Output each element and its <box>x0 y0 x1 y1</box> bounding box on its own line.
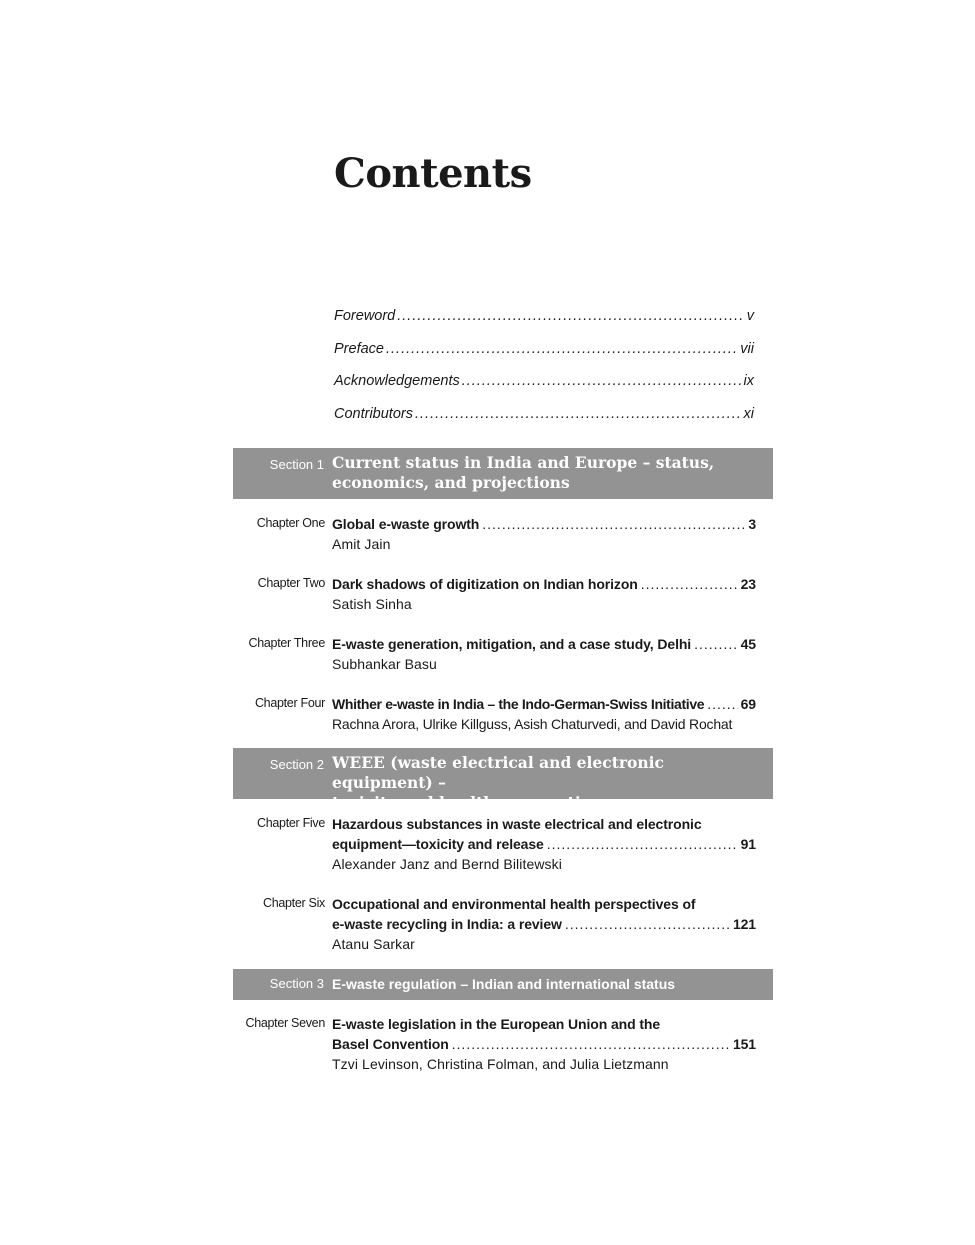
dot-leader <box>482 514 745 534</box>
chapter-authors: Satish Sinha <box>332 596 412 612</box>
chapter-label: Chapter Three <box>248 636 325 650</box>
section-title-line: toxicity and health perspective <box>332 793 600 812</box>
chapter-title <box>332 914 756 934</box>
chapter-label: Chapter One <box>256 516 325 530</box>
toc-entry-label: Acknowledgements <box>334 373 460 389</box>
chapter-label: Chapter Five <box>257 816 325 830</box>
chapter-page: 91 <box>740 836 756 852</box>
section-2-band <box>233 748 773 812</box>
section-1-band <box>233 448 773 499</box>
dot-leader <box>565 914 730 934</box>
chapter-title-text: E-waste legislation in the European Union and the <box>332 1016 661 1032</box>
chapter-label: Chapter Two <box>257 576 325 590</box>
dot-leader <box>707 694 737 714</box>
chapter-title <box>332 834 756 854</box>
chapter-title-text: e-waste recycling in India: a review <box>332 916 562 932</box>
chapter-title-text: Dark shadows of digitization on Indian horizon <box>332 576 638 592</box>
page-title: Contents <box>334 150 532 197</box>
dot-leader <box>452 1034 730 1054</box>
chapter-page: 69 <box>740 696 756 712</box>
section-label: Section 2 <box>269 757 324 772</box>
chapter-authors: Subhankar Basu <box>332 656 437 672</box>
section-label: Section 3 <box>269 976 324 991</box>
dot-leader <box>462 373 742 389</box>
chapter-title-text: Hazardous substances in waste electrical and electronic <box>332 816 702 832</box>
chapter-authors: Rachna Arora, Ulrike Killguss, Asish Chaturvedi, and David Rochat <box>332 716 733 732</box>
toc-entry-page: ix <box>743 373 754 389</box>
section-title <box>332 753 762 813</box>
chapter-title-text: equipment—toxicity and release <box>332 836 544 852</box>
chapter-title <box>332 894 756 914</box>
toc-entry-contributors[interactable] <box>334 406 754 428</box>
section-title-line: Current status in India and Europe – status, <box>332 453 715 472</box>
chapter-page: 45 <box>740 636 756 652</box>
toc-entry-preface[interactable] <box>334 341 754 363</box>
section-title-line: WEEE (waste electrical and electronic equipment) – <box>332 753 664 792</box>
toc-entry-page: v <box>746 308 754 324</box>
chapter-title-text: E-waste generation, mitigation, and a case study, Delhi <box>332 636 692 652</box>
chapter-page: 23 <box>740 576 756 592</box>
chapter-title <box>332 814 756 834</box>
toc-entry-label: Preface <box>334 341 384 357</box>
toc-entry-label: Foreword <box>334 308 396 324</box>
section-title-line: economics, and projections <box>332 473 570 492</box>
chapter-authors: Atanu Sarkar <box>332 936 415 952</box>
chapter-title-text: Occupational and environmental health perspectives of <box>332 896 696 912</box>
chapter-page: 3 <box>748 516 756 532</box>
dot-leader <box>415 406 742 422</box>
dot-leader <box>547 834 738 854</box>
section-title-line: E-waste regulation – Indian and international status <box>332 976 676 992</box>
section-label: Section 1 <box>269 457 324 472</box>
chapter-authors: Tzvi Levinson, Christina Folman, and Julia Lietzmann <box>332 1056 669 1072</box>
dot-leader <box>386 341 738 357</box>
chapter-title <box>332 694 756 714</box>
chapter-title <box>332 1034 756 1054</box>
section-title <box>332 974 762 994</box>
toc-entry-page: xi <box>743 406 754 422</box>
chapter-title-text: Global e-waste growth <box>332 516 480 532</box>
chapter-title <box>332 574 756 594</box>
chapter-title <box>332 1014 756 1034</box>
chapter-page: 121 <box>732 916 756 932</box>
chapter-page: 151 <box>732 1036 756 1052</box>
toc-entry-page: vii <box>740 341 754 357</box>
dot-leader <box>397 308 745 324</box>
chapter-authors: Alexander Janz and Bernd Bilitewski <box>332 856 562 872</box>
chapter-label: Chapter Seven <box>245 1016 325 1030</box>
dot-leader <box>641 574 738 594</box>
section-3-band <box>233 969 773 1000</box>
chapter-label: Chapter Six <box>262 896 325 910</box>
chapter-title-text: Whither e-waste in India – the Indo-German-Swiss Initiative <box>332 696 705 712</box>
toc-entry-label: Contributors <box>334 406 413 422</box>
chapter-title <box>332 634 756 654</box>
chapter-title <box>332 514 756 534</box>
chapter-authors: Amit Jain <box>332 536 391 552</box>
section-title <box>332 453 762 493</box>
dot-leader <box>694 634 738 654</box>
toc-entry-acknowledgements[interactable] <box>334 373 754 395</box>
chapter-title-text: Basel Convention <box>332 1036 449 1052</box>
chapter-label: Chapter Four <box>254 696 325 710</box>
toc-entry-foreword[interactable] <box>334 308 754 330</box>
